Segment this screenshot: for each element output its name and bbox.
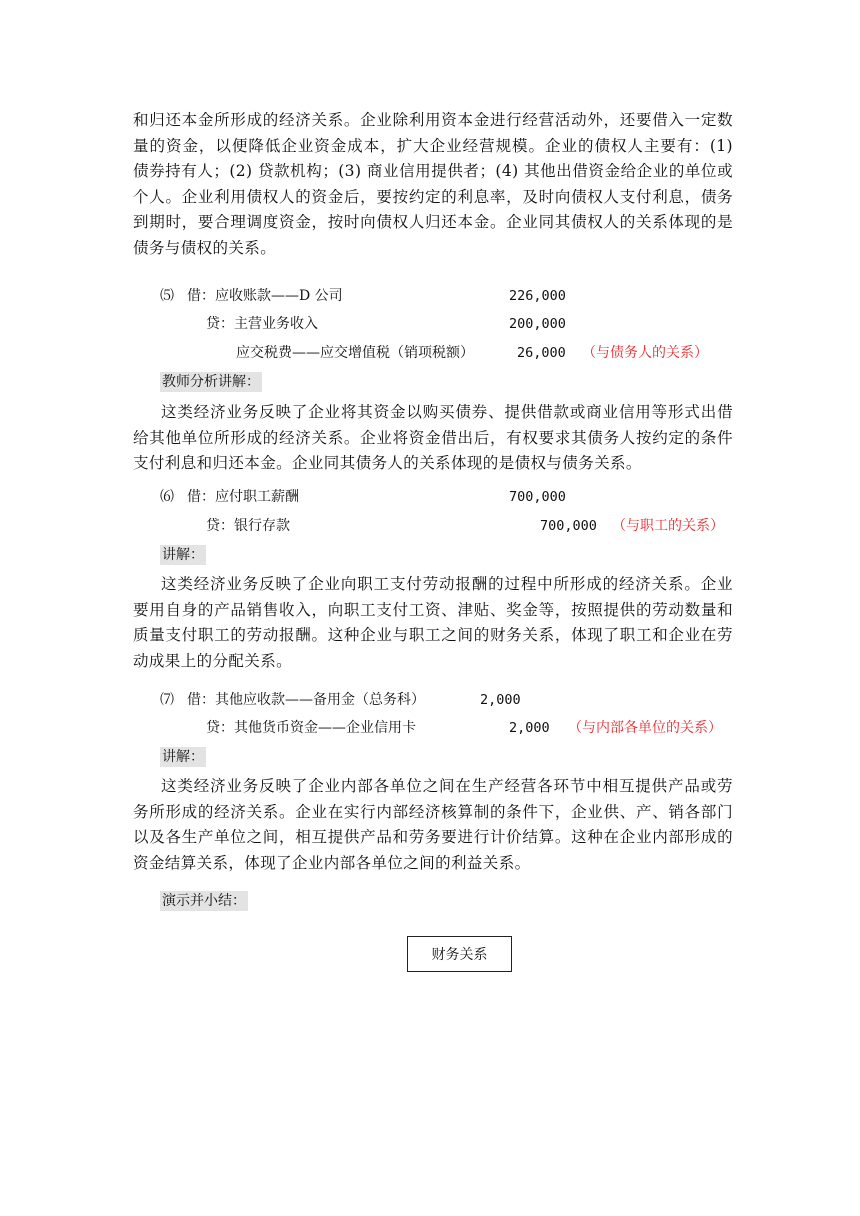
- heading-demo-summary: 演示并小结：: [162, 893, 246, 909]
- entry6-note: （与职工的关系）: [612, 518, 724, 534]
- entry7-credit-label: 贷：其他货币资金——企业信用卡: [206, 720, 416, 736]
- heading-explain-1: 讲解：: [162, 547, 204, 563]
- financial-relations-box: [407, 936, 512, 972]
- entry5-credit1-label: 贷：主营业务收入: [206, 316, 318, 332]
- entry5-note: （与债务人的关系）: [582, 345, 708, 361]
- entry5-debit-amount: 226,000: [509, 288, 566, 304]
- paragraph-entry5: 这类经济业务反映了企业将其资金以购买债券、提供借款或商业信用等形式出借给其他单位所形成的经济关系。企业将资金借出后，有权要求其债务人按约定的条件支付利息和归还本金。企业同其债务人的关系体现的是债权与债务关系。: [133, 403, 733, 472]
- entry5-debit-label: 借：应收账款——D 公司: [187, 288, 343, 304]
- entry5-credit2-label: 应交税费——应交增值税（销项税额）: [236, 345, 474, 361]
- heading-explain-2: 讲解：: [162, 749, 204, 765]
- entry7-debit-label: 借：其他应收款——备用金（总务科）: [187, 692, 425, 708]
- entry7-note: （与内部各单位的关系）: [568, 720, 722, 736]
- entry7-debit-amount: 2,000: [480, 692, 521, 708]
- entry5-credit1-amount: 200,000: [509, 316, 566, 332]
- entry7-credit-amount: 2,000: [509, 720, 550, 736]
- entry6-debit-label: 借：应付职工薪酬: [187, 489, 299, 505]
- entry6-number: ⑹: [160, 489, 174, 505]
- financial-relations-box-label: 财务关系: [431, 947, 488, 963]
- entry5-number: ⑸: [160, 288, 174, 304]
- entry7-number: ⑺: [160, 692, 174, 708]
- entry5-credit2-amount: 26,000: [517, 345, 566, 361]
- heading-teacher-analysis: 教师分析讲解：: [162, 374, 260, 390]
- entry6-debit-amount: 700,000: [509, 489, 566, 505]
- intro-paragraph: 和归还本金所形成的经济关系。企业除利用资本金进行经营活动外，还要借入一定数量的资金，以便降低企业资金成本，扩大企业经营规模。企业的债权人主要有：(1) 债券持有人；(2) 贷款机构；(3) 商业信用提供者；(4) 其他出借资金给企业的单位或个人。企业利用债权人的资金后，要按约定的利息率，及时向债权人支付利息，债务到期时，要合理调度资金，按时向债权人归还本金。企业同其债权人的关系体现的是债务与债权的关系。: [133, 111, 733, 257]
- entry6-credit-label: 贷：银行存款: [206, 518, 290, 534]
- paragraph-entry7: 这类经济业务反映了企业内部各单位之间在生产经营各环节中相互提供产品或劳务所形成的经济关系。企业在实行内部经济核算制的条件下，企业供、产、销各部门以及各生产单位之间，相互提供产品和劳务要进行计价结算。这种在企业内部形成的资金结算关系，体现了企业内部各单位之间的利益关系。: [133, 777, 733, 872]
- entry6-credit-amount: 700,000: [540, 518, 597, 534]
- paragraph-entry6: 这类经济业务反映了企业向职工支付劳动报酬的过程中所形成的经济关系。企业要用自身的产品销售收入，向职工支付工资、津贴、奖金等，按照提供的劳动数量和质量支付职工的劳动报酬。这种企业与职工之间的财务关系，体现了职工和企业在劳动成果上的分配关系。: [133, 575, 733, 670]
